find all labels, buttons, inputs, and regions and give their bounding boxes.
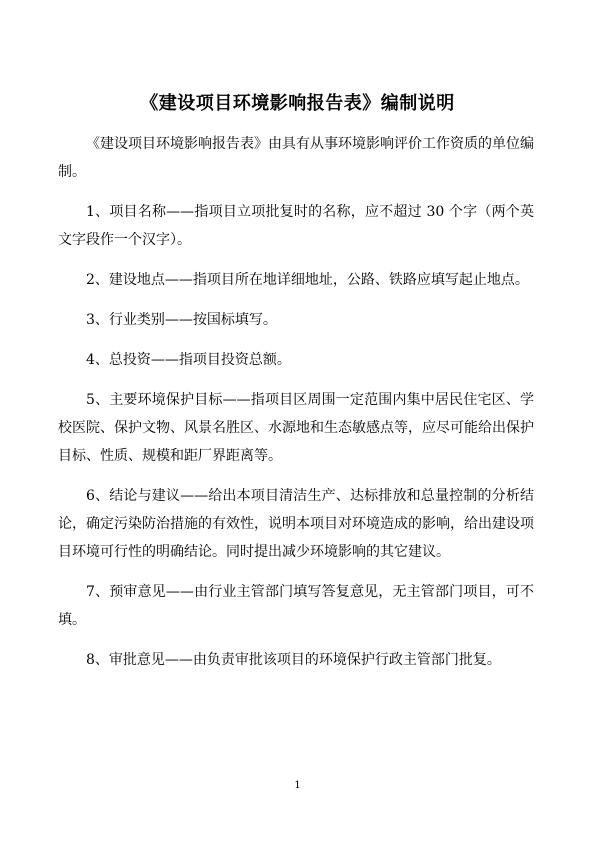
paragraph-pre-review: 7、预审意见——由行业主管部门填写答复意见，无主管部门项目，可不填。 <box>58 584 534 628</box>
paragraph-total-investment: 4、总投资——指项目投资总额。 <box>86 352 291 368</box>
document-title: 《建设项目环境影响报告表》编制说明 <box>140 93 455 114</box>
document-body <box>58 130 534 686</box>
paragraph-industry-category: 3、行业类别——按国标填写。 <box>86 312 277 328</box>
paragraph-construction-site: 2、建设地点——指项目所在地详细地址，公路、铁路应填写起止地点。 <box>86 272 529 288</box>
page-number: 1 <box>294 780 301 791</box>
paragraph-project-name: 1、项目名称——指项目立项批复时的名称，应不超过 30 个字（两个英文字段作一个汉字）。 <box>58 204 534 248</box>
paragraph-approval: 8、审批意见——由负责审批该项目的环境保护行政主管部门批复。 <box>86 652 501 668</box>
paragraph-conclusions: 6、结论与建议——给出本项目清洁生产、达标排放和总量控制的分析结论，确定污染防治措施的有效性，说明本项目对环境造成的影响，给出建设项目环境可行性的明确结论。同时提出减少环境影响的其它建议。 <box>58 488 534 560</box>
paragraph-protection-targets: 5、主要环境保护目标——指项目区周围一定范围内集中居民住宅区、学校医院、保护文物、风景名胜区、水源地和生态敏感点等，应尽可能给出保护目标、性质、规模和距厂界距离等。 <box>58 392 534 464</box>
paragraph-intro: 《建设项目环境影响报告表》由具有从事环境影响评价工作资质的单位编制。 <box>58 136 534 180</box>
